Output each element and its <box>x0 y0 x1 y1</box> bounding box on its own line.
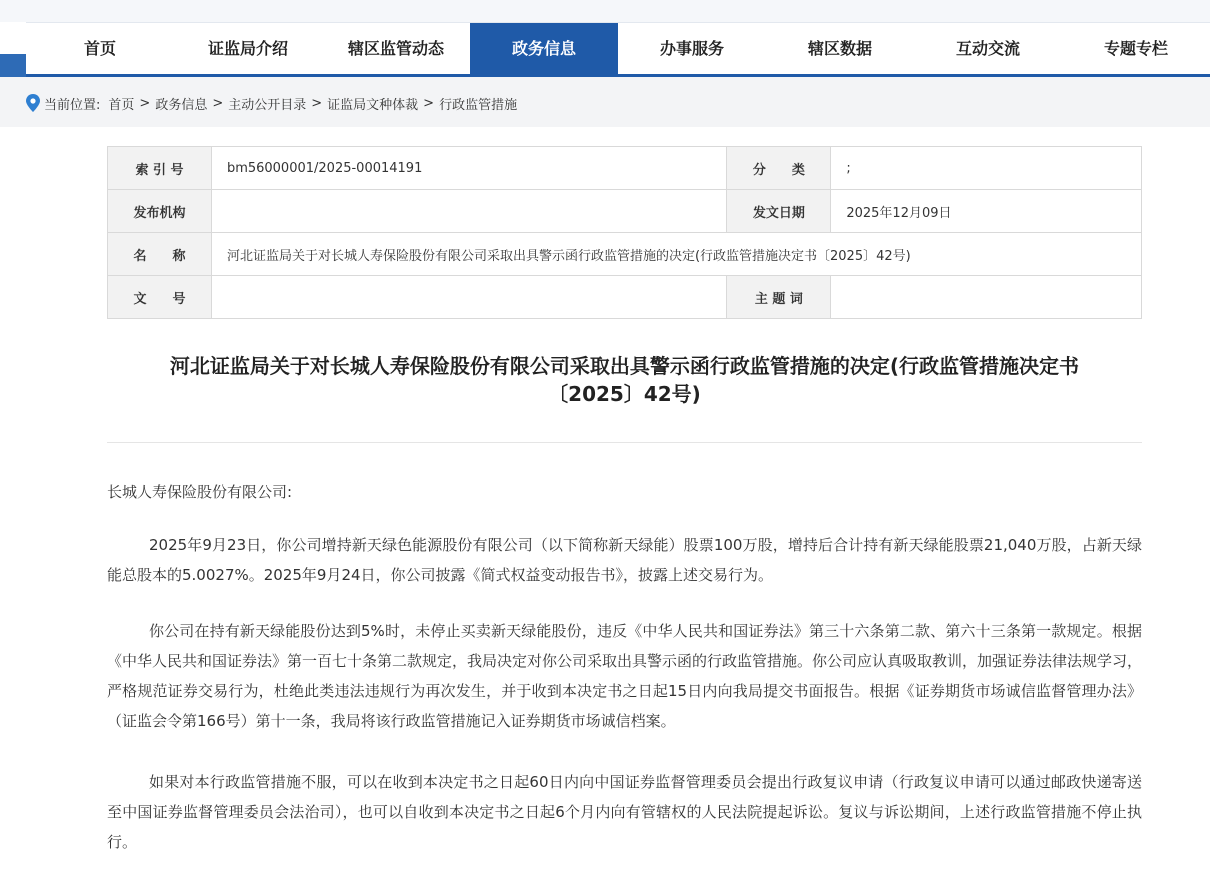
breadcrumb-separator: > <box>423 95 435 111</box>
paragraph-2: 你公司在持有新天绿能股份达到5%时，未停止买卖新天绿能股份，违反《中华人民共和国证券法》第三十六条第二款、第六十三条第一款规定。根据《中华人民共和国证券法》第一百七十条第二款规定，我局决定对你公司采取出具警示函的行政监管措施。你公司应认真吸取教训，加强证券法律法规学习，严格规范证券交易行为，杜绝此类违法违规行为再次发生，并于收到本决定书之日起15日内向我局提交书面报告。根据《证券期货市场诚信监督管理办法》（证监会令第166号）第十一条，我局将该行政监管措施记入证券期货市场诚信档案。 <box>107 622 1143 730</box>
meta-row <box>108 233 1142 276</box>
issuer-label: 发布机构 <box>108 190 212 233</box>
category-label: 分 类 <box>727 147 831 190</box>
document-title-line2: 〔2025〕42号) <box>548 382 701 406</box>
paragraph-1: 2025年9月23日，你公司增持新天绿色能源股份有限公司（以下简称新天绿能）股票100万股，增持后合计持有新天绿能股票21,040万股，占新天绿能总股本的5.0027%。2025年9月24日，你公司披露《简式权益变动报告书》，披露上述交易行为。 <box>107 536 1142 584</box>
docno-value <box>211 276 726 319</box>
breadcrumb-item-gov-info[interactable]: 政务信息 <box>155 97 208 113</box>
keyword-label: 主 题 词 <box>727 276 831 319</box>
category-value: ; <box>831 147 1142 190</box>
name-value: 河北证监局关于对长城人寿保险股份有限公司采取出具警示函行政监管措施的决定(行政监管措施决定书〔2025〕42号) <box>211 233 1141 276</box>
meta-row <box>108 190 1142 233</box>
index-label: 索 引 号 <box>108 147 212 190</box>
breadcrumb-separator: > <box>212 95 224 111</box>
meta-row <box>108 276 1142 319</box>
breadcrumb-item-current[interactable]: 行政监管措施 <box>439 97 518 113</box>
side-accent <box>0 54 26 78</box>
nav-item-topics[interactable]: 专题专栏 <box>1103 39 1168 58</box>
date-value: 2025年12月09日 <box>831 190 1142 233</box>
top-strip <box>0 0 1210 22</box>
nav-item-regional-news[interactable]: 辖区监管动态 <box>347 39 444 58</box>
document-title-line1: 河北证监局关于对长城人寿保险股份有限公司采取出具警示函行政监管措施的决定(行政监管措施决定书 <box>169 354 1080 378</box>
breadcrumb-item-home[interactable]: 首页 <box>108 97 135 113</box>
breadcrumb-item-doc-type[interactable]: 证监局文种体裁 <box>327 97 419 113</box>
document-title <box>107 352 1142 408</box>
breadcrumb-separator: > <box>139 95 151 111</box>
location-pin-icon <box>26 94 40 112</box>
document-meta-table <box>107 146 1142 319</box>
nav-item-services[interactable]: 办事服务 <box>659 39 724 58</box>
keyword-value <box>831 276 1142 319</box>
index-value: bm56000001/2025-00014191 <box>211 147 726 190</box>
main-nav <box>26 22 1210 75</box>
breadcrumb-item-catalog[interactable]: 主动公开目录 <box>228 97 307 113</box>
breadcrumb <box>26 93 517 113</box>
issuer-value <box>211 190 726 233</box>
breadcrumb-prefix: 当前位置: <box>44 97 101 113</box>
breadcrumb-separator: > <box>311 95 323 111</box>
docno-label: 文 号 <box>108 276 212 319</box>
nav-item-regional-data[interactable]: 辖区数据 <box>807 39 872 58</box>
paragraph-3: 如果对本行政监管措施不服，可以在收到本决定书之日起60日内向中国证券监督管理委员会提出行政复议申请（行政复议申请可以通过邮政快递寄送至中国证券监督管理委员会法治司），也可以自收到本决定书之日起6个月内向有管辖权的人民法院提起诉讼。复议与诉讼期间，上述行政监管措施不停止执行。 <box>107 773 1142 851</box>
title-divider <box>107 442 1142 443</box>
salutation: 长城人寿保险股份有限公司: <box>107 483 293 501</box>
meta-row <box>108 147 1142 190</box>
nav-item-about[interactable]: 证监局介绍 <box>207 39 288 58</box>
nav-item-gov-info[interactable]: 政务信息 <box>470 23 618 75</box>
name-label: 名 称 <box>108 233 212 276</box>
nav-item-interaction[interactable]: 互动交流 <box>955 39 1020 58</box>
date-label: 发文日期 <box>727 190 831 233</box>
nav-item-home[interactable]: 首页 <box>83 39 116 58</box>
